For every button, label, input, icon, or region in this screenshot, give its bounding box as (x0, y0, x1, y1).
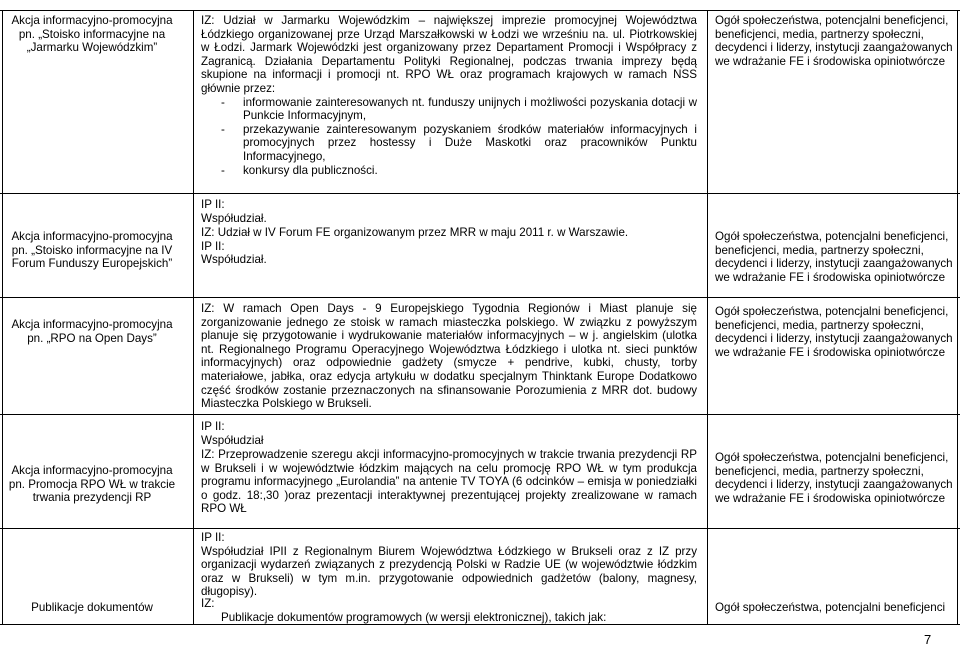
ip-value: Współudział. (201, 211, 267, 225)
row1-bullet-2: przekazywanie zainteresowanym pozyskaniem środków materiałów informacyjnych i promocyjnych przez hostessy i Duże Maskotki oraz pracowników Punktu Informacyjnego, (243, 122, 697, 163)
table-border-left (2, 10, 3, 625)
row1-bullet-3: konkursy dla publiczności. (243, 163, 378, 177)
row1-intro: IZ: Udział w Jarmarku Wojewódzkim – największej imprezie promocyjnej Województwa Łódzkiego organizowanej prze Urząd Marszałkowski w Łodzi we wrześniu na. ul. Piotrkowskiej w Łodzi. Jarmark Wojewódzki jest organizowany przez Departament Promocji i Współpracy z Zagranicą. Działania Departamentu Polityki Regionalnej, podczas trwania imprezy będą skupione na informacji i promocji nt. RPO WŁ oraz programach krajowych w ramach NSS głównie przez: (201, 14, 697, 95)
row3-ip-ii (201, 420, 697, 447)
row1-bullet-1: informowanie zainteresowanych nt. funduszy unijnych i możliwości pozyskania dotacji w Punkcie Informacyjnym, (243, 95, 697, 123)
row4-target-group: Ogół społeczeństwa, potencjalni beneficjenci, beneficjenci, media, partnerzy społeczni, decydenci i liderzy, instytucji zaangażowanych we wdrażanie FE i środowiska opiniotwórcze (715, 451, 953, 505)
table-row-divider (0, 297, 960, 298)
row3-target-group: Ogół społeczeństwa, potencjalni beneficjenci, beneficjenci, media, partnerzy społeczni, decydenci i liderzy, instytucji zaangażowanych we wdrażanie FE i środowiska opiniotwórcze (715, 305, 953, 359)
row4-description (201, 448, 697, 516)
row4-action-name: Akcja informacyjno-promocyjna pn. Promocja RPO WŁ w trakcie trwania prezydencji RP (8, 464, 176, 505)
row1-description (201, 14, 697, 177)
row3-action-name: Akcja informacyjno-promocyjna pn. „RPO na Open Days” (11, 318, 173, 345)
ip-value: Współudział. (201, 253, 267, 267)
row5-target-group: Ogół społeczeństwa, potencjalni beneficjenci (715, 601, 946, 614)
row1-action-name: Akcja informacyjno-promocyjna pn. „Stoisko informacyjne na „Jarmarku Wojewódzkim” (11, 14, 173, 55)
row2-iz: IZ: Udział w IV Forum FE organizowanym przez MRR w maju 2011 r. w Warszawie. (201, 226, 629, 239)
row3-iz: IZ: W ramach Open Days - 9 Europejskiego Tygodnia Regionów i Miast planuje się zorganizowanie jednego ze stoisk w ramach miasteczka polskiego. W związku z powyższym planuje się przygotowanie i wydrukowanie materiałów informacyjnych – w j. angielskim (ulotka nt. Regionalnego Programu Operacyjnego Województwa Łódzkiego i ulotka nt. sieci punktów informacyjnych) oraz odpowiednie gadżety (smycze + pendrive, kubki, chusty, torby materiałowe, jabłka, oraz edycja artykułu w dodatku specjalnym Thinktank Europe Dodatkowo część środków zostanie przeznaczonych na sfinansowanie Porozumienia z MRR dot. budowy Miasteczka Polskiego w Brukseli. (201, 302, 697, 411)
row1-target-group: Ogół społeczeństwa, potencjalni beneficjenci, beneficjenci, media, partnerzy społeczni, decydenci i liderzy, instytucji zaangażowanych we wdrażanie FE i środowiska opiniotwórcze (715, 14, 953, 68)
row5-action-name: Publikacje dokumentów (31, 601, 153, 614)
row4-iz: IZ: Przeprowadzenie szeregu akcji informacyjno-promocyjnych w trakcie trwania prezydencji RP w Brukseli i w województwie łódzkim mających na celu promocję RPO WŁ w tym produkcja programu informacyjnego „Eurolandia” na antenie TV TOYA (6 odcinków – emisja w poniedziałki o godz. 18:,30 )oraz prezentacji interaktywnej prezentującej projekty zrealizowane w ramach RPO WŁ (201, 448, 697, 516)
row2-target-group: Ogół społeczeństwa, potencjalni beneficjenci, beneficjenci, media, partnerzy społeczni, decydenci i liderzy, instytucji zaangażowanych we wdrażanie FE i środowiska opiniotwórcze (715, 230, 953, 284)
row5-iz-label: IZ: (201, 597, 215, 610)
ip-value: Współudział (201, 433, 264, 447)
ip-label: IP II: (201, 531, 225, 544)
row5-iz: Publikacje dokumentów programowych (w wersji elektronicznej), takich jak: (221, 610, 607, 624)
table-row-divider (0, 193, 960, 194)
list-item: - informowanie zainteresowanych nt. funduszy unijnych i możliwości pozyskania dotacji w Punkcie Informacyjnym, (221, 95, 697, 123)
table-border-right (957, 10, 958, 625)
table-row-divider (0, 528, 960, 529)
ip-label: IP II: (201, 420, 225, 433)
table-row-divider (0, 414, 960, 415)
row5-description (201, 597, 697, 624)
ip-value: Współudział IPII z Regionalnym Biurem Województwa Łódzkiego w Brukseli oraz z IZ przy organizacji wydarzeń związanych z prezydencją Polski w Radzie UE (w województwie łódzkim oraz w Brukseli) w tym m.in. przygotowanie odpowiednich gadżetów (balony, magnesy, długopisy). (201, 544, 697, 599)
row3-description (201, 302, 697, 411)
row1-ip-ii (201, 198, 697, 225)
page-number: 7 (924, 632, 932, 647)
table-row-divider (0, 10, 960, 11)
row2-action-name: Akcja informacyjno-promocyjna pn. „Stoisko informacyjne na IV Forum Funduszy Europejskich” (11, 230, 173, 271)
table-column-divider (193, 10, 194, 625)
ip-label: IP II: (201, 198, 225, 211)
row4-ip-ii (201, 531, 697, 599)
list-item: - konkursy dla publiczności. (221, 163, 378, 177)
ip-label: IP II: (201, 239, 225, 253)
row2-description (201, 226, 697, 267)
list-item: - przekazywanie zainteresowanym pozyskaniem środków materiałów informacyjnych i promocyjnych przez hostessy i Duże Maskotki oraz pracowników Punktu Informacyjnego, (221, 122, 697, 163)
table-column-divider (707, 10, 708, 625)
